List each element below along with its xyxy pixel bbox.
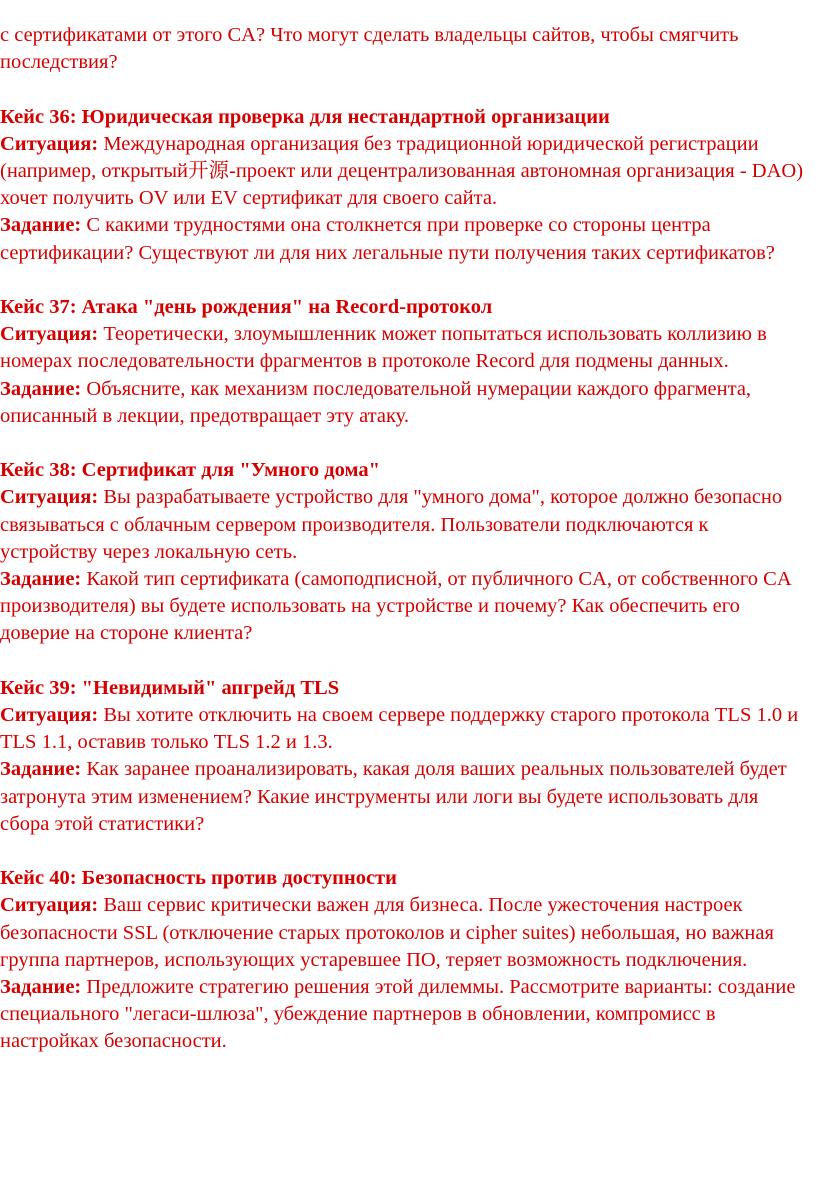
case-title: Кейс 39: "Невидимый" апгрейд TLS <box>0 676 340 699</box>
spacer <box>0 648 808 675</box>
situation-text: Вы хотите отключить на своем сервере поддержку старого протокола TLS 1.0 и TLS 1.1, оставив только TLS 1.2 и 1.3. <box>0 704 799 754</box>
task-label: Задание: <box>0 758 82 781</box>
spacer <box>0 76 808 103</box>
situation-label: Ситуация: <box>0 894 99 917</box>
situation-text: Международная организация без традиционной юридической регистрации (например, открытый开源-проект или децентрализованная автономная организация - DAO) хочет получить OV или EV сертификат для своего сайта. <box>0 132 804 210</box>
spacer <box>0 838 808 865</box>
spacer <box>0 430 808 457</box>
task-label: Задание: <box>0 214 82 237</box>
case-task <box>0 756 808 838</box>
intro-paragraph: с сертификатами от этого CA? Что могут сделать владельцы сайтов, чтобы смягчить последствия? <box>0 24 739 74</box>
case-situation <box>0 702 808 756</box>
case-task <box>0 212 808 266</box>
case-situation <box>0 484 808 566</box>
situation-text: Вы разрабатываете устройство для "умного дома", которое должно безопасно связываться с облачным сервером производителя. Пользователи подключаются к устройству через локальную сеть. <box>0 486 783 563</box>
case-title: Кейс 36: Юридическая проверка для нестандартной организации <box>0 105 610 128</box>
case-task <box>0 566 808 648</box>
task-label: Задание: <box>0 568 82 591</box>
situation-label: Ситуация: <box>0 323 99 346</box>
case-block-39 <box>0 675 808 838</box>
situation-text: Ваш сервис критически важен для бизнеса. После ужесточения настроек безопасности SSL (отключение старых протоколов и cipher suites) небольшая, но важная группа партнеров, использующих устаревшее ПО, теряет возможность подключения. <box>0 894 774 971</box>
spacer <box>0 267 808 294</box>
case-task <box>0 376 808 430</box>
situation-label: Ситуация: <box>0 486 99 509</box>
case-situation <box>0 892 808 974</box>
situation-text: Теоретически, злоумышленник может попытаться использовать коллизию в номерах последовательности фрагментов в протоколе Record для подмены данных. <box>0 323 767 373</box>
task-label: Задание: <box>0 976 82 999</box>
case-situation <box>0 131 808 213</box>
case-block-38 <box>0 457 808 647</box>
case-situation <box>0 321 808 375</box>
case-title: Кейс 38: Сертификат для "Умного дома" <box>0 459 380 482</box>
situation-label: Ситуация: <box>0 132 99 155</box>
task-label: Задание: <box>0 377 82 400</box>
case-block-36 <box>0 104 808 267</box>
task-text: С какими трудностями она столкнется при проверке со стороны центра сертификации? Существуют ли для них легальные пути получения таких сертификатов? <box>0 214 775 264</box>
task-text: Предложите стратегию решения этой дилеммы. Рассмотрите варианты: создание специального "легаси-шлюза", убеждение партнеров в обновлении, компромисс в настройках безопасности. <box>0 976 796 1053</box>
situation-label: Ситуация: <box>0 704 99 727</box>
task-text: Объясните, как механизм последовательной нумерации каждого фрагмента, описанный в лекции, предотвращает эту атаку. <box>0 377 752 427</box>
task-text: Как заранее проанализировать, какая доля ваших реальных пользователей будет затронута этим изменением? Какие инструменты или логи вы будете использовать для сбора этой статистики? <box>0 758 787 835</box>
case-title: Кейс 40: Безопасность против доступности <box>0 867 397 890</box>
task-text: Какой тип сертификата (самоподписной, от публичного CA, от собственного CA производителя) вы будете использовать на устройстве и почему? Как обеспечить его доверие на стороне клиента? <box>0 568 791 645</box>
case-title: Кейс 37: Атака "день рождения" на Record-протокол <box>0 296 493 318</box>
case-block-40 <box>0 865 808 1055</box>
case-block-37 <box>0 294 808 430</box>
case-task <box>0 974 808 1056</box>
